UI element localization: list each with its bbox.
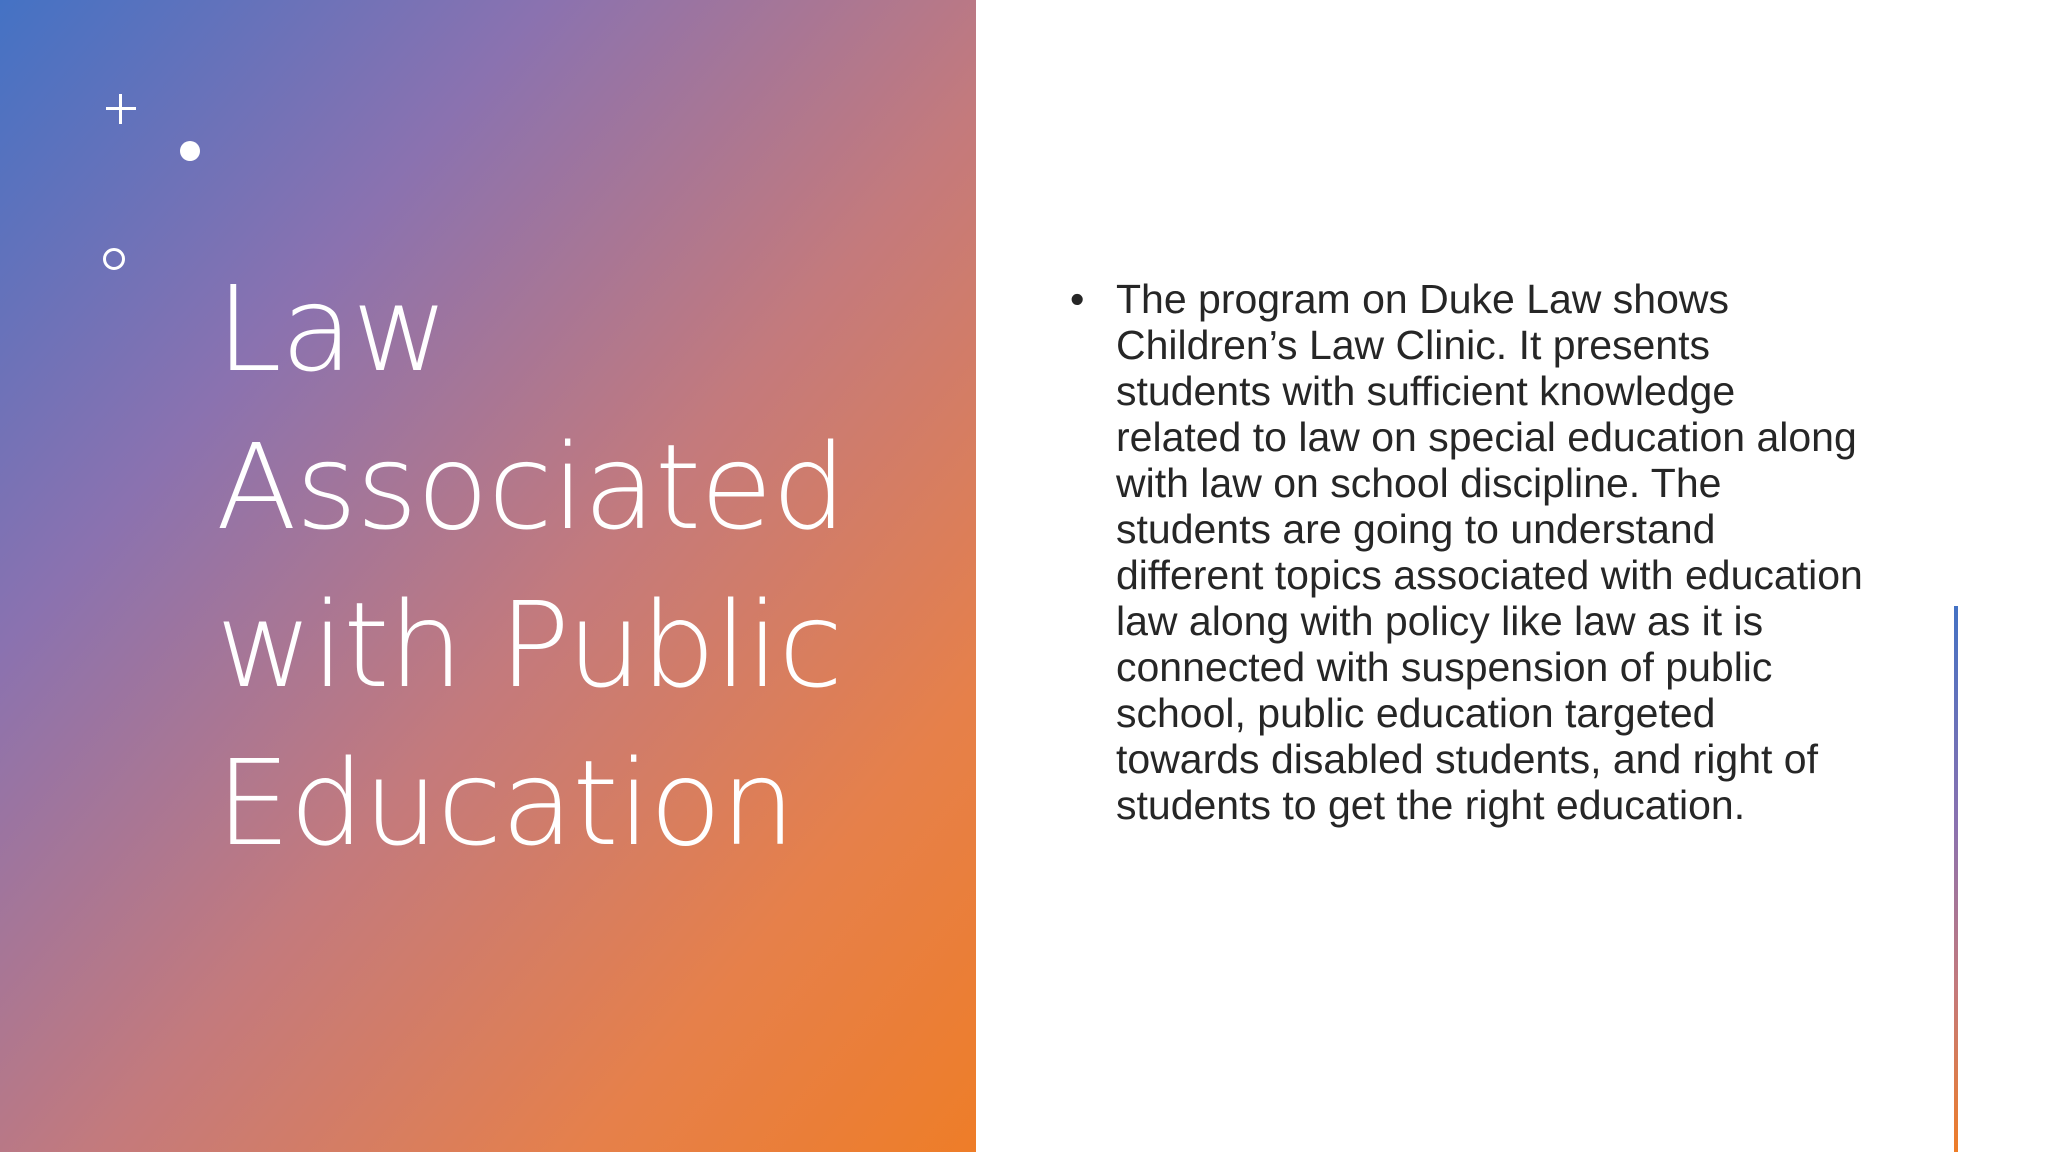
dot-icon xyxy=(180,141,200,161)
gradient-panel xyxy=(0,0,976,1152)
accent-line xyxy=(1954,606,1958,1152)
plus-icon xyxy=(106,94,136,124)
bullet-icon: • xyxy=(1070,276,1085,322)
bullet-list xyxy=(1070,276,1870,828)
bullet-item xyxy=(1070,276,1870,828)
slide-title: Law Associated with Public Education xyxy=(216,260,846,872)
bullet-text: The program on Duke Law shows Children’s Law Clinic. It presents students with sufficient knowledge related to law on special education along with law on school discipline. The students are going to understand different topics associated with education law along with policy like law as it is connected with suspension of public school, public education targeted towards disabled students, and right of students to get the right education. xyxy=(1116,276,1863,828)
ring-icon xyxy=(103,248,125,270)
